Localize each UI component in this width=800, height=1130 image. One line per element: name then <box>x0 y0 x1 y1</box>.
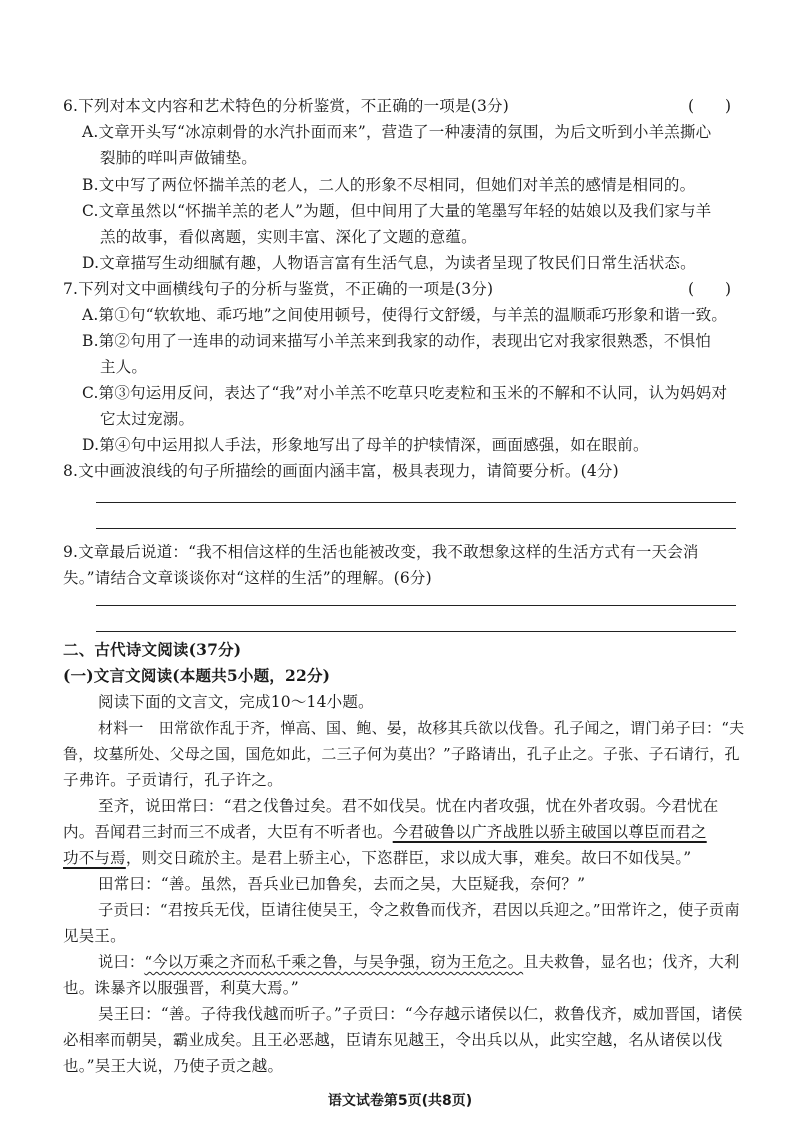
q6-option-a-line2: 裂肺的咩叫声做铺垫。 <box>100 149 258 167</box>
q6-option-d: D.文章描写生动细腻有趣，人物语言富有生活气息，为读者呈现了牧民们日常生活状态。 <box>82 254 696 272</box>
section-two-title: 二、古代诗文阅读(37分) <box>63 640 242 659</box>
q9-stem-line1: 9.文章最后说道：“我不相信这样的生活也能被改变，我不敢想象这样的生活方式有一天会消 <box>63 543 699 561</box>
passage-para4-line1: 子贡曰：“君按兵无伐，臣请往使吴王，令之救鲁而伐齐，君因以兵迎之。”田常许之，使子贡南 <box>98 901 740 919</box>
q9-answer-line-1 <box>96 605 736 606</box>
passage-para2-line1: 至齐，说田常曰：“君之伐鲁过矣。君不如伐吴。忧在内者攻强，忧在外者攻弱。今君忧在 <box>98 797 719 815</box>
q7-option-b-line2: 主人。 <box>100 358 148 376</box>
q7-option-c-line1: C.第③句运用反问，表达了“我”对小羊羔不吃草只吃麦粒和玉米的不解和不认同，认为妈妈对 <box>82 384 728 402</box>
q7-stem: 7.下列对文中画横线句子的分析与鉴赏，不正确的一项是(3分) <box>63 280 494 298</box>
q6-answer-bracket: ( ) <box>688 97 732 115</box>
q7-option-d: D.第④句中运用拟人手法，形象地写出了母羊的护犊情深，画面感强，如在眼前。 <box>82 436 649 454</box>
passage-para5-text-end: 且夫救鲁，显名也；伐齐，大利 <box>523 953 740 971</box>
passage-para2-text-end: ，则交日疏於主。是君上骄主心，下恣群臣，求以成大事，难矣。故曰不如伐吴。” <box>125 849 692 867</box>
q7-option-b-line1: B.第②句用了一连串的动词来描写小羊羔来到我家的动作，表现出它对我家很熟悉，不惧怕 <box>82 332 712 350</box>
q8-answer-line-2 <box>96 528 736 529</box>
passage-para2-text: 内。吾闻君三封而三不成者，大臣有不听者也。 <box>63 823 393 841</box>
passage-para1-line3: 子弗许。子贡请行，孔子许之。 <box>63 771 283 789</box>
subsection-title: (一)文言文阅读(本题共5小题，22分) <box>63 666 331 685</box>
q6-option-c-line1: C.文章虽然以“怀揣羊羔的老人”为题，但中间用了大量的笔墨写年轻的姑娘以及我们家与羊 <box>82 202 712 220</box>
passage-para4-line2: 见吴王。 <box>63 927 126 945</box>
q8-answer-line-1 <box>96 502 736 503</box>
wavy-underlined-sentence: “今以万乘之齐而私千乘之鲁，与吴争强，窃为王危之。 <box>144 953 524 971</box>
q9-answer-line-2 <box>96 631 736 632</box>
q6-option-c-line2: 羔的故事，看似离题，实则丰富、深化了文题的意蕴。 <box>100 228 477 246</box>
q9-stem-line2: 失。”请结合文章谈谈你对“这样的生活”的理解。(6分) <box>63 569 432 587</box>
passage-para6-line2: 必相率而朝吴，霸业成矣。且王必恶越，臣请东见越王，令出兵以从，此实空越，名从诸侯以伐 <box>63 1031 723 1049</box>
passage-para6-line1: 吴王曰：“善。子待我伐越而听子。”子贡曰：“今存越示诸侯以仁，救鲁伐齐，威加晋国，诸侯 <box>98 1005 743 1023</box>
q7-answer-bracket: ( ) <box>688 280 732 298</box>
passage-para2-line2 <box>63 820 707 844</box>
q7-option-a: A.第①句“软软地、乖巧地”之间使用顿号，使得行文舒缓，与羊羔的温顺乖巧形象和谐一致。 <box>82 306 728 324</box>
passage-para2-line3 <box>63 846 691 870</box>
passage-para5-line1 <box>98 950 739 974</box>
underlined-sentence-part1: 今君破鲁以广齐战胜以骄主破国以尊臣而君之 <box>392 823 707 841</box>
passage-para1-line1: 材料一 田常欲作乱于齐，惮高、国、鲍、晏，故移其兵欲以伐鲁。孔子闻之，谓门弟子曰：“夫 <box>98 719 745 737</box>
q8-stem: 8.文中画波浪线的句子所描绘的画面内涵丰富，极具表现力，请简要分析。(4分) <box>63 462 619 480</box>
passage-para5-line2: 也。诛暴齐以服强晋，利莫大焉。” <box>63 979 299 997</box>
q7-option-c-line2: 它太过宠溺。 <box>100 410 195 428</box>
passage-para1-line2: 鲁，坟墓所处、父母之国，国危如此，二三子何为莫出？”子路请出，孔子止之。子张、子石请行，孔 <box>63 745 740 763</box>
q6-stem: 6.下列对本文内容和艺术特色的分析鉴赏，不正确的一项是(3分) <box>63 97 509 115</box>
reading-instruction: 阅读下面的文言文，完成10～14小题。 <box>98 693 374 711</box>
page-footer: 语文试卷第5页(共8页) <box>327 1093 473 1109</box>
passage-para5-text: 说曰： <box>98 953 145 971</box>
q6-option-b: B.文中写了两位怀揣羊羔的老人，二人的形象不尽相同，但她们对羊羔的感情是相同的。 <box>82 176 696 194</box>
passage-para3: 田常曰：“善。虽然，吾兵业已加鲁矣，去而之吴，大臣疑我，奈何？” <box>98 875 586 893</box>
q6-option-a-line1: A.文章开头写“冰凉刺骨的水汽扑面而来”，营造了一种凄清的氛围，为后文听到小羊羔撕心 <box>82 123 712 141</box>
underlined-sentence-part2: 功不与焉 <box>63 849 126 867</box>
passage-para6-line3: 也。”吴王大说，乃使子贡之越。 <box>63 1057 284 1075</box>
